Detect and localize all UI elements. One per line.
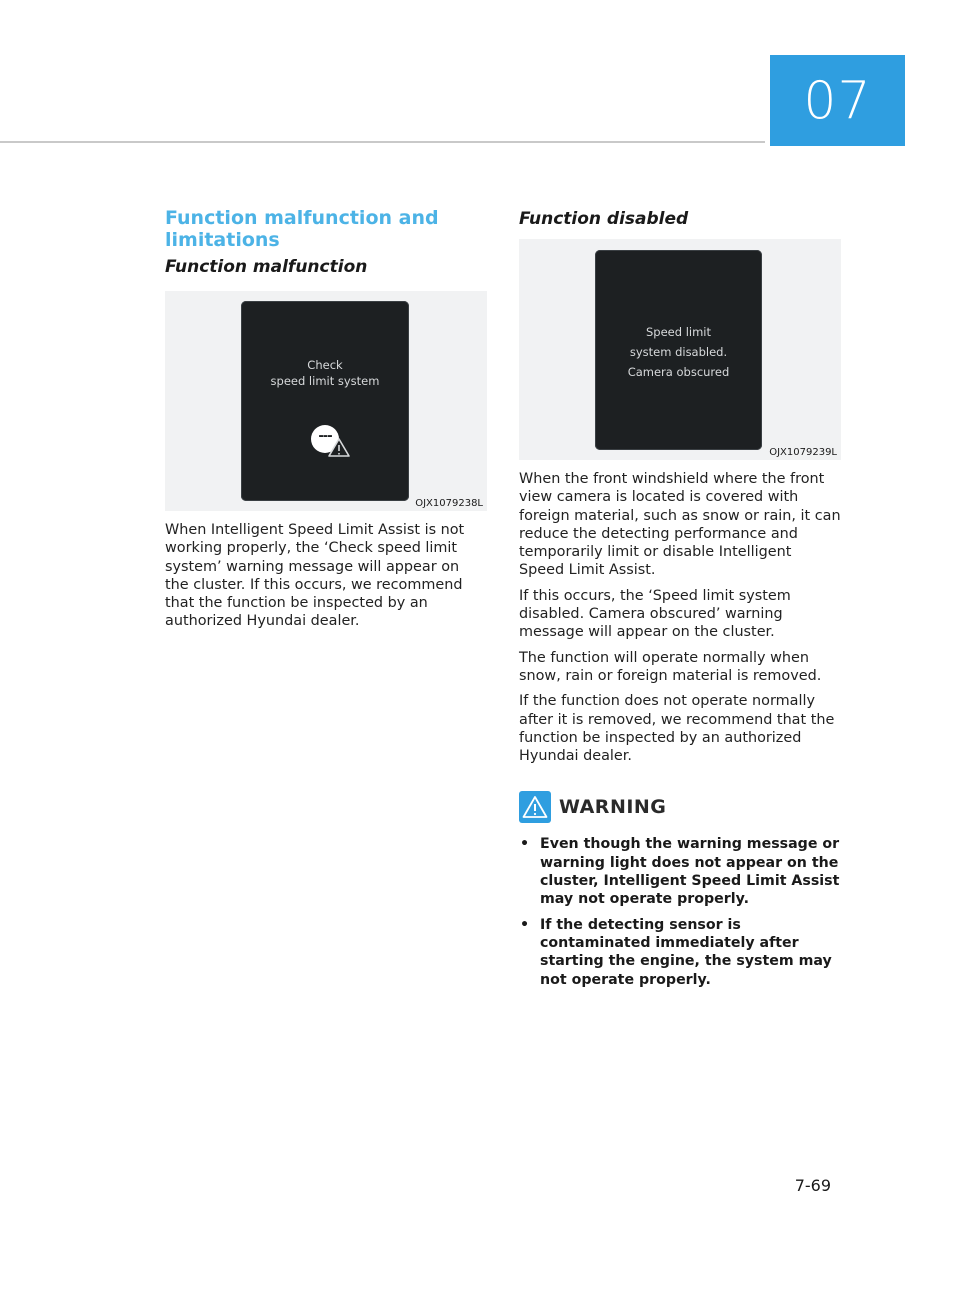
subsection-title-malfunction: Function malfunction xyxy=(165,257,368,277)
disabled-paragraph: The function will operate normally when snow, rain or foreign material is removed. xyxy=(519,649,822,684)
warning-header xyxy=(519,791,841,823)
warning-title: WARNING xyxy=(559,796,667,819)
chapter-tab: 07 xyxy=(770,55,905,146)
bullet-icon: • xyxy=(520,916,530,933)
bullet-icon: • xyxy=(520,836,530,853)
cluster-figure-disabled xyxy=(519,239,841,460)
malfunction-paragraph: When Intelligent Speed Limit Assist is not working properly, the ‘Check speed limit system’ warning message will appear on the cluster. If this occurs, we recommend that the function be inspected by an authorized Hyundai dealer. xyxy=(165,522,465,630)
warning-list xyxy=(519,835,841,988)
speed-limit-unknown-text: --- xyxy=(318,429,332,444)
header-rule xyxy=(0,141,765,143)
speed-limit-warning-icon xyxy=(309,423,355,459)
screen-message-line-1: Check xyxy=(307,358,343,372)
warning-triangle-icon xyxy=(519,791,551,823)
cluster-figure-malfunction xyxy=(165,291,487,511)
warning-item-text: If the detecting sensor is contaminated immediately after starting the engine, the system may not operate properly. xyxy=(540,916,832,988)
page-number: 7-69 xyxy=(794,1176,831,1195)
warning-item-text: Even though the warning message or warning light does not appear on the cluster, Intelligent Speed Limit Assist may not operate properly. xyxy=(540,836,840,908)
section-title: Function malfunction and limitations xyxy=(165,207,439,251)
disabled-paragraph: If this occurs, the ‘Speed limit system disabled. Camera obscured’ warning message will appear on the cluster. xyxy=(519,587,791,641)
screen-message-line-1: Speed limit xyxy=(645,325,711,339)
figure-code: OJX1079239L xyxy=(769,447,837,458)
figure-code: OJX1079238L xyxy=(415,498,483,509)
cluster-screen xyxy=(595,250,762,450)
warning-item xyxy=(519,835,841,908)
right-column xyxy=(519,207,841,996)
screen-message-line-2: speed limit system xyxy=(270,374,380,388)
disabled-paragraphs xyxy=(519,470,841,765)
disabled-paragraph: When the front windshield where the front view camera is located is covered with foreign material, such as snow or rain, it can reduce the detecting performance and temporarily limit or disable Intelligent Speed Limit Assist. xyxy=(519,471,841,579)
subsection-title-disabled: Function disabled xyxy=(519,209,689,229)
left-column xyxy=(165,207,487,638)
warning-item xyxy=(519,916,841,989)
cluster-screen xyxy=(241,301,409,501)
disabled-paragraph: If the function does not operate normally after it is removed, we recommend that the function be inspected by an authorized Hyundai dealer. xyxy=(519,693,835,765)
screen-message-line-3: Camera obscured xyxy=(627,365,730,379)
screen-message-line-2: system disabled. xyxy=(629,345,728,359)
